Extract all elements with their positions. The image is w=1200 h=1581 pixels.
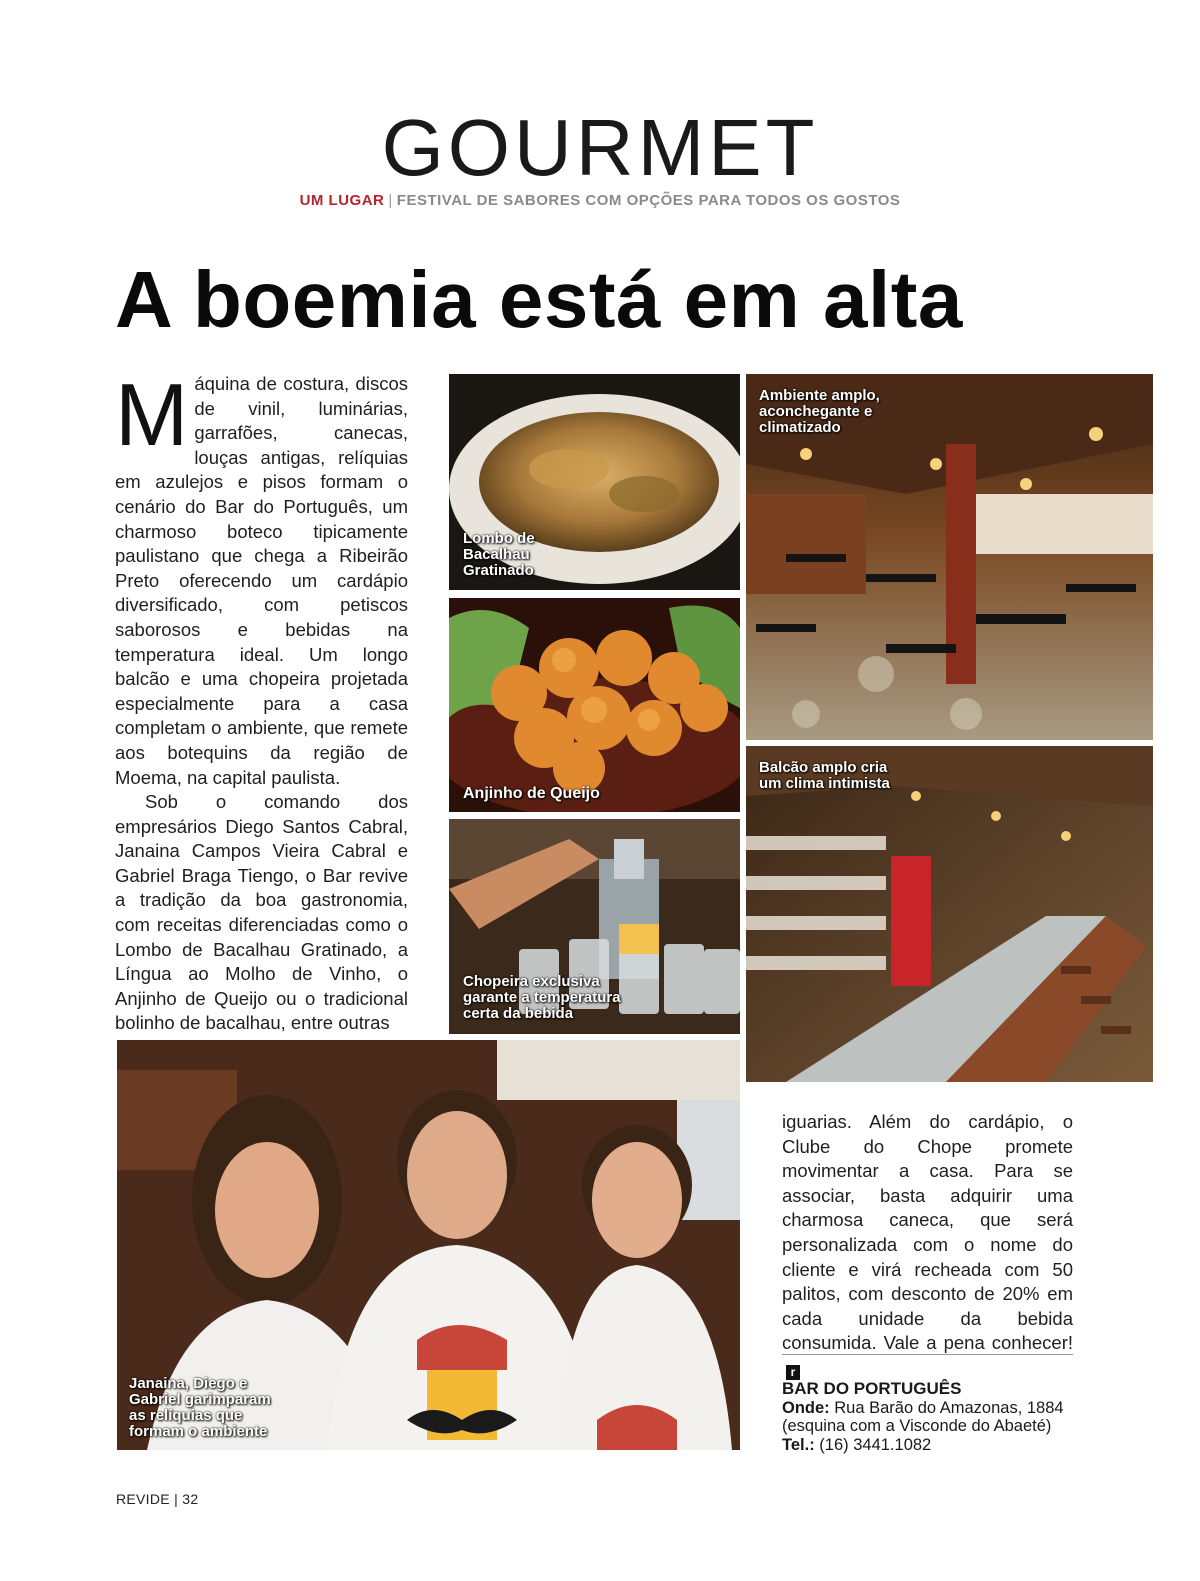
article-paragraph-1 bbox=[115, 365, 408, 790]
caption-anjinho: Anjinho de Queijo bbox=[463, 785, 600, 802]
anjinho-queijo-image bbox=[449, 598, 740, 812]
subtitle-separator: | bbox=[388, 192, 393, 209]
photo-ambiente bbox=[746, 374, 1153, 740]
caption-chopeira: Chopeira exclusiva garante a temperatura certa da bebida bbox=[463, 973, 621, 1022]
venue-address bbox=[782, 1399, 1082, 1418]
subtitle bbox=[0, 192, 1200, 209]
article-column-right bbox=[782, 1110, 1073, 1381]
phone-value: (16) 3441.1082 bbox=[819, 1435, 932, 1454]
phone-label: Tel.: bbox=[782, 1435, 815, 1454]
drop-cap: M bbox=[115, 365, 189, 464]
info-divider bbox=[782, 1354, 1073, 1355]
article-column-left bbox=[115, 365, 408, 1036]
section-title: GOURMET bbox=[381, 103, 819, 192]
caption-ambiente: Ambiente amplo, aconchegante e climatizado bbox=[759, 387, 880, 436]
venue-phone bbox=[782, 1436, 1082, 1455]
photo-anjinho-queijo bbox=[449, 598, 740, 812]
continuation-text: iguarias. Além do cardápio, o Clube do Chope promete movimentar a casa. Para se associar, basta adquirir uma charmosa caneca, que será personalizada com o nome do cliente e virá recheada com 50 palitos, com desconto de 20% em cada unidade da bebida consumida. Vale a pena conhecer! bbox=[782, 1111, 1073, 1354]
venue-info bbox=[782, 1380, 1082, 1454]
address-label: Onde: bbox=[782, 1398, 830, 1417]
article-paragraph-2: Sob o comando dos empresários Diego Santos Cabral, Janaina Campos Vieira Cabral e Gabriel Braga Tiengo, o Bar revive a tradição da boa gastronomia, com receitas diferenciadas como o Lombo de Bacalhau Gratinado, a Língua ao Molho de Vinho, o Anjinho de Queijo ou o tradicional bolinho de bacalhau, entre outras bbox=[115, 791, 408, 1034]
caption-lombo: Lombo de Bacalhau Gratinado bbox=[463, 530, 535, 579]
address-value: Rua Barão do Amazonas, 1884 bbox=[834, 1398, 1064, 1417]
venue-name: BAR DO PORTUGUÊS bbox=[782, 1379, 962, 1398]
photo-lombo-bacalhau bbox=[449, 374, 740, 590]
paragraph-1-text: áquina de costura, discos de vinil, luminárias, garrafões, canecas, louças antigas, relíquias em azulejos e pisos formam o cenário do Bar do Português, um charmoso boteco tipicamente paulistano que chega a Ribeirão Preto oferecendo um cardápio diversificado, com petiscos saborosos e bebidas na temperatura ideal. Um longo balcão e uma chopeira projetada especialmente para a casa completam o ambiente, que remete aos botequins da região de Moema, na capital paulista. bbox=[115, 373, 408, 788]
caption-socios: Janaina, Diego e Gabriel garimparam as relíquias que formam o ambiente bbox=[129, 1375, 271, 1440]
photo-balcao bbox=[746, 746, 1153, 1082]
photo-socios bbox=[117, 1040, 740, 1450]
page-number: 32 bbox=[182, 1491, 199, 1507]
footer-separator: | bbox=[174, 1491, 179, 1507]
caption-balcao: Balcão amplo cria um clima intimista bbox=[759, 759, 890, 792]
photo-chopeira bbox=[449, 819, 740, 1034]
end-mark-icon: r bbox=[786, 1365, 800, 1380]
headline: A boemia está em alta bbox=[115, 255, 963, 344]
subtitle-kicker: UM LUGAR bbox=[299, 192, 385, 209]
balcao-image bbox=[746, 746, 1153, 1082]
subtitle-text: FESTIVAL DE SABORES COM OPÇÕES PARA TODOS OS GOSTOS bbox=[396, 192, 901, 209]
address-note: (esquina com a Visconde do Abaeté) bbox=[782, 1417, 1052, 1435]
magazine-name: REVIDE bbox=[116, 1491, 170, 1507]
page-footer bbox=[116, 1491, 198, 1507]
